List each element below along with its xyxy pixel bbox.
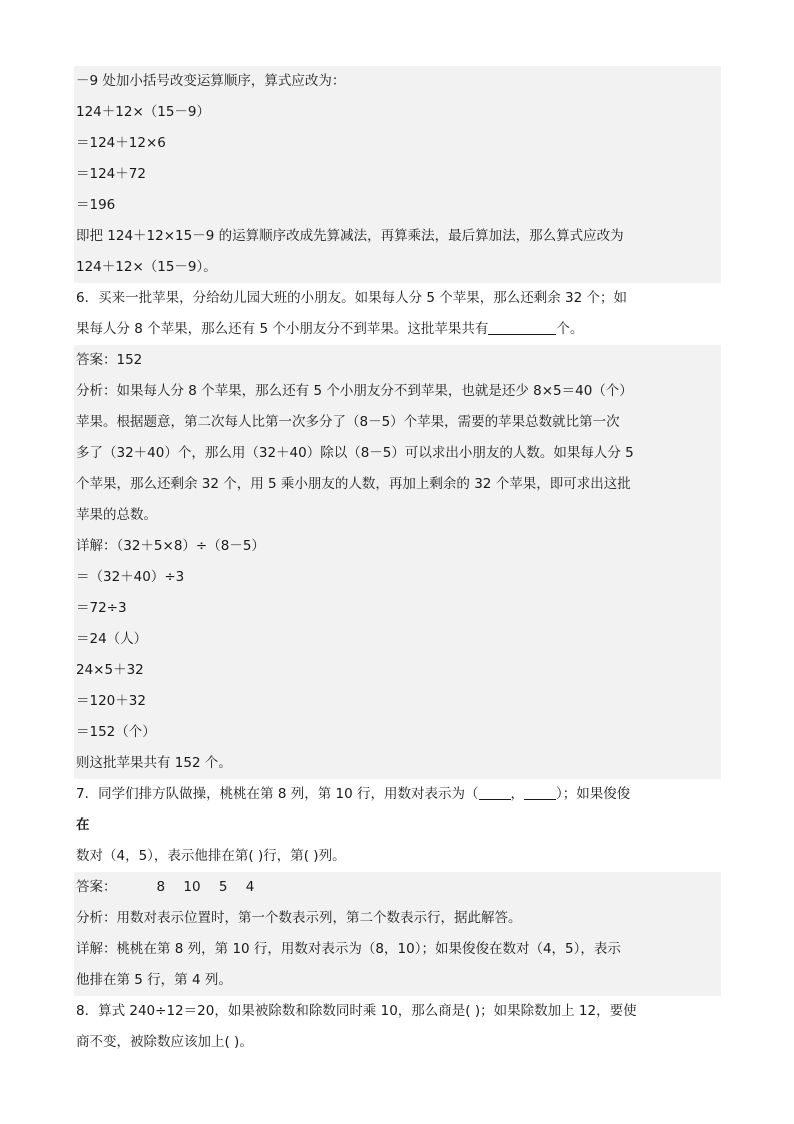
text-line: 124＋12×（15－9）	[74, 97, 721, 128]
question-8-line: 8．算式 240÷12＝20，如果被除数和除数同时乘 10，那么商是( )；如果除数加上 12，要使	[76, 1003, 637, 1019]
text-line: 即把 124＋12×15－9 的运算顺序改成先算减法，再算乘法，最后算加法，那么算式应改为	[74, 221, 721, 252]
detail-line: ＝72÷3	[74, 593, 721, 624]
analysis-line: 苹果的总数。	[74, 500, 721, 531]
question-6-line: 6．买来一批苹果，分给幼儿园大班的小朋友。如果每人分 5 个苹果，那么还剩余 32 个；如	[76, 290, 628, 306]
answer-blank	[524, 786, 556, 801]
analysis-line: 分析：如果每人分 8 个苹果，那么还有 5 个小朋友分不到苹果，也就是还少 8×5＝40（个）	[74, 376, 721, 407]
answer-values: 8 10 5 4	[156, 879, 255, 895]
question-7-text: 7．同学们排方队做操，桃桃在第 8 列，第 10 行，用数对表示为（	[76, 786, 479, 802]
question-6-text: 果每人分 8 个苹果，那么还有 5 个小朋友分不到苹果。这批苹果共有	[76, 321, 489, 337]
detail-line: 他排在第 5 行，第 4 列。	[74, 965, 721, 996]
answer-blank	[488, 321, 556, 336]
detail-line: 24×5＋32	[74, 655, 721, 686]
text-line: －9 处加小括号改变运算顺序，算式应改为：	[74, 66, 721, 97]
analysis-line: 苹果。根据题意，第二次每人比第一次多分了（8－5）个苹果，需要的苹果总数就比第一次	[74, 407, 721, 438]
question-8-line: 商不变，被除数应该加上( )。	[76, 1034, 253, 1050]
text-line: 124＋12×（15－9）。	[74, 252, 721, 283]
detail-line: 详解：桃桃在第 8 列，第 10 行，用数对表示为（8，10）；如果俊俊在数对（4，5），表示	[74, 934, 721, 965]
detail-line: 详解：（32＋5×8）÷（8－5）	[74, 531, 721, 562]
answer-line	[74, 872, 721, 903]
detail-line: ＝120＋32	[74, 686, 721, 717]
question-6-line	[74, 314, 721, 345]
question-7-text: ）；如果俊俊	[556, 786, 631, 802]
detail-line: ＝24（人）	[74, 624, 721, 655]
question-7-line: 数对（4，5），表示他排在第( )行，第( )列。	[76, 848, 346, 864]
answer-line: 答案：152	[74, 345, 721, 376]
text-line: ＝124＋12×6	[74, 128, 721, 159]
analysis-line: 个苹果，那么还剩余 32 个，用 5 乘小朋友的人数，再加上剩余的 32 个苹果，即可求出这批	[74, 469, 721, 500]
question-7-line: 在	[76, 817, 90, 833]
analysis-line: 分析：用数对表示位置时，第一个数表示列，第二个数表示行，据此解答。	[74, 903, 721, 934]
analysis-line: 多了（32＋40）个，那么用（32＋40）除以（8－5）可以求出小朋友的人数。如果每人分 5	[74, 438, 721, 469]
question-7-line	[74, 779, 721, 810]
text-line: ＝124＋72	[74, 159, 721, 190]
question-6-text: 个。	[556, 321, 584, 337]
document-page	[74, 66, 721, 1058]
answer-label: 答案：	[76, 879, 117, 895]
detail-line: ＝152（个）	[74, 717, 721, 748]
question-7-text: ，	[510, 786, 525, 802]
answer-blank	[479, 786, 511, 801]
detail-line: ＝（32＋40）÷3	[74, 562, 721, 593]
detail-line: 则这批苹果共有 152 个。	[74, 748, 721, 779]
text-line: ＝196	[74, 190, 721, 221]
